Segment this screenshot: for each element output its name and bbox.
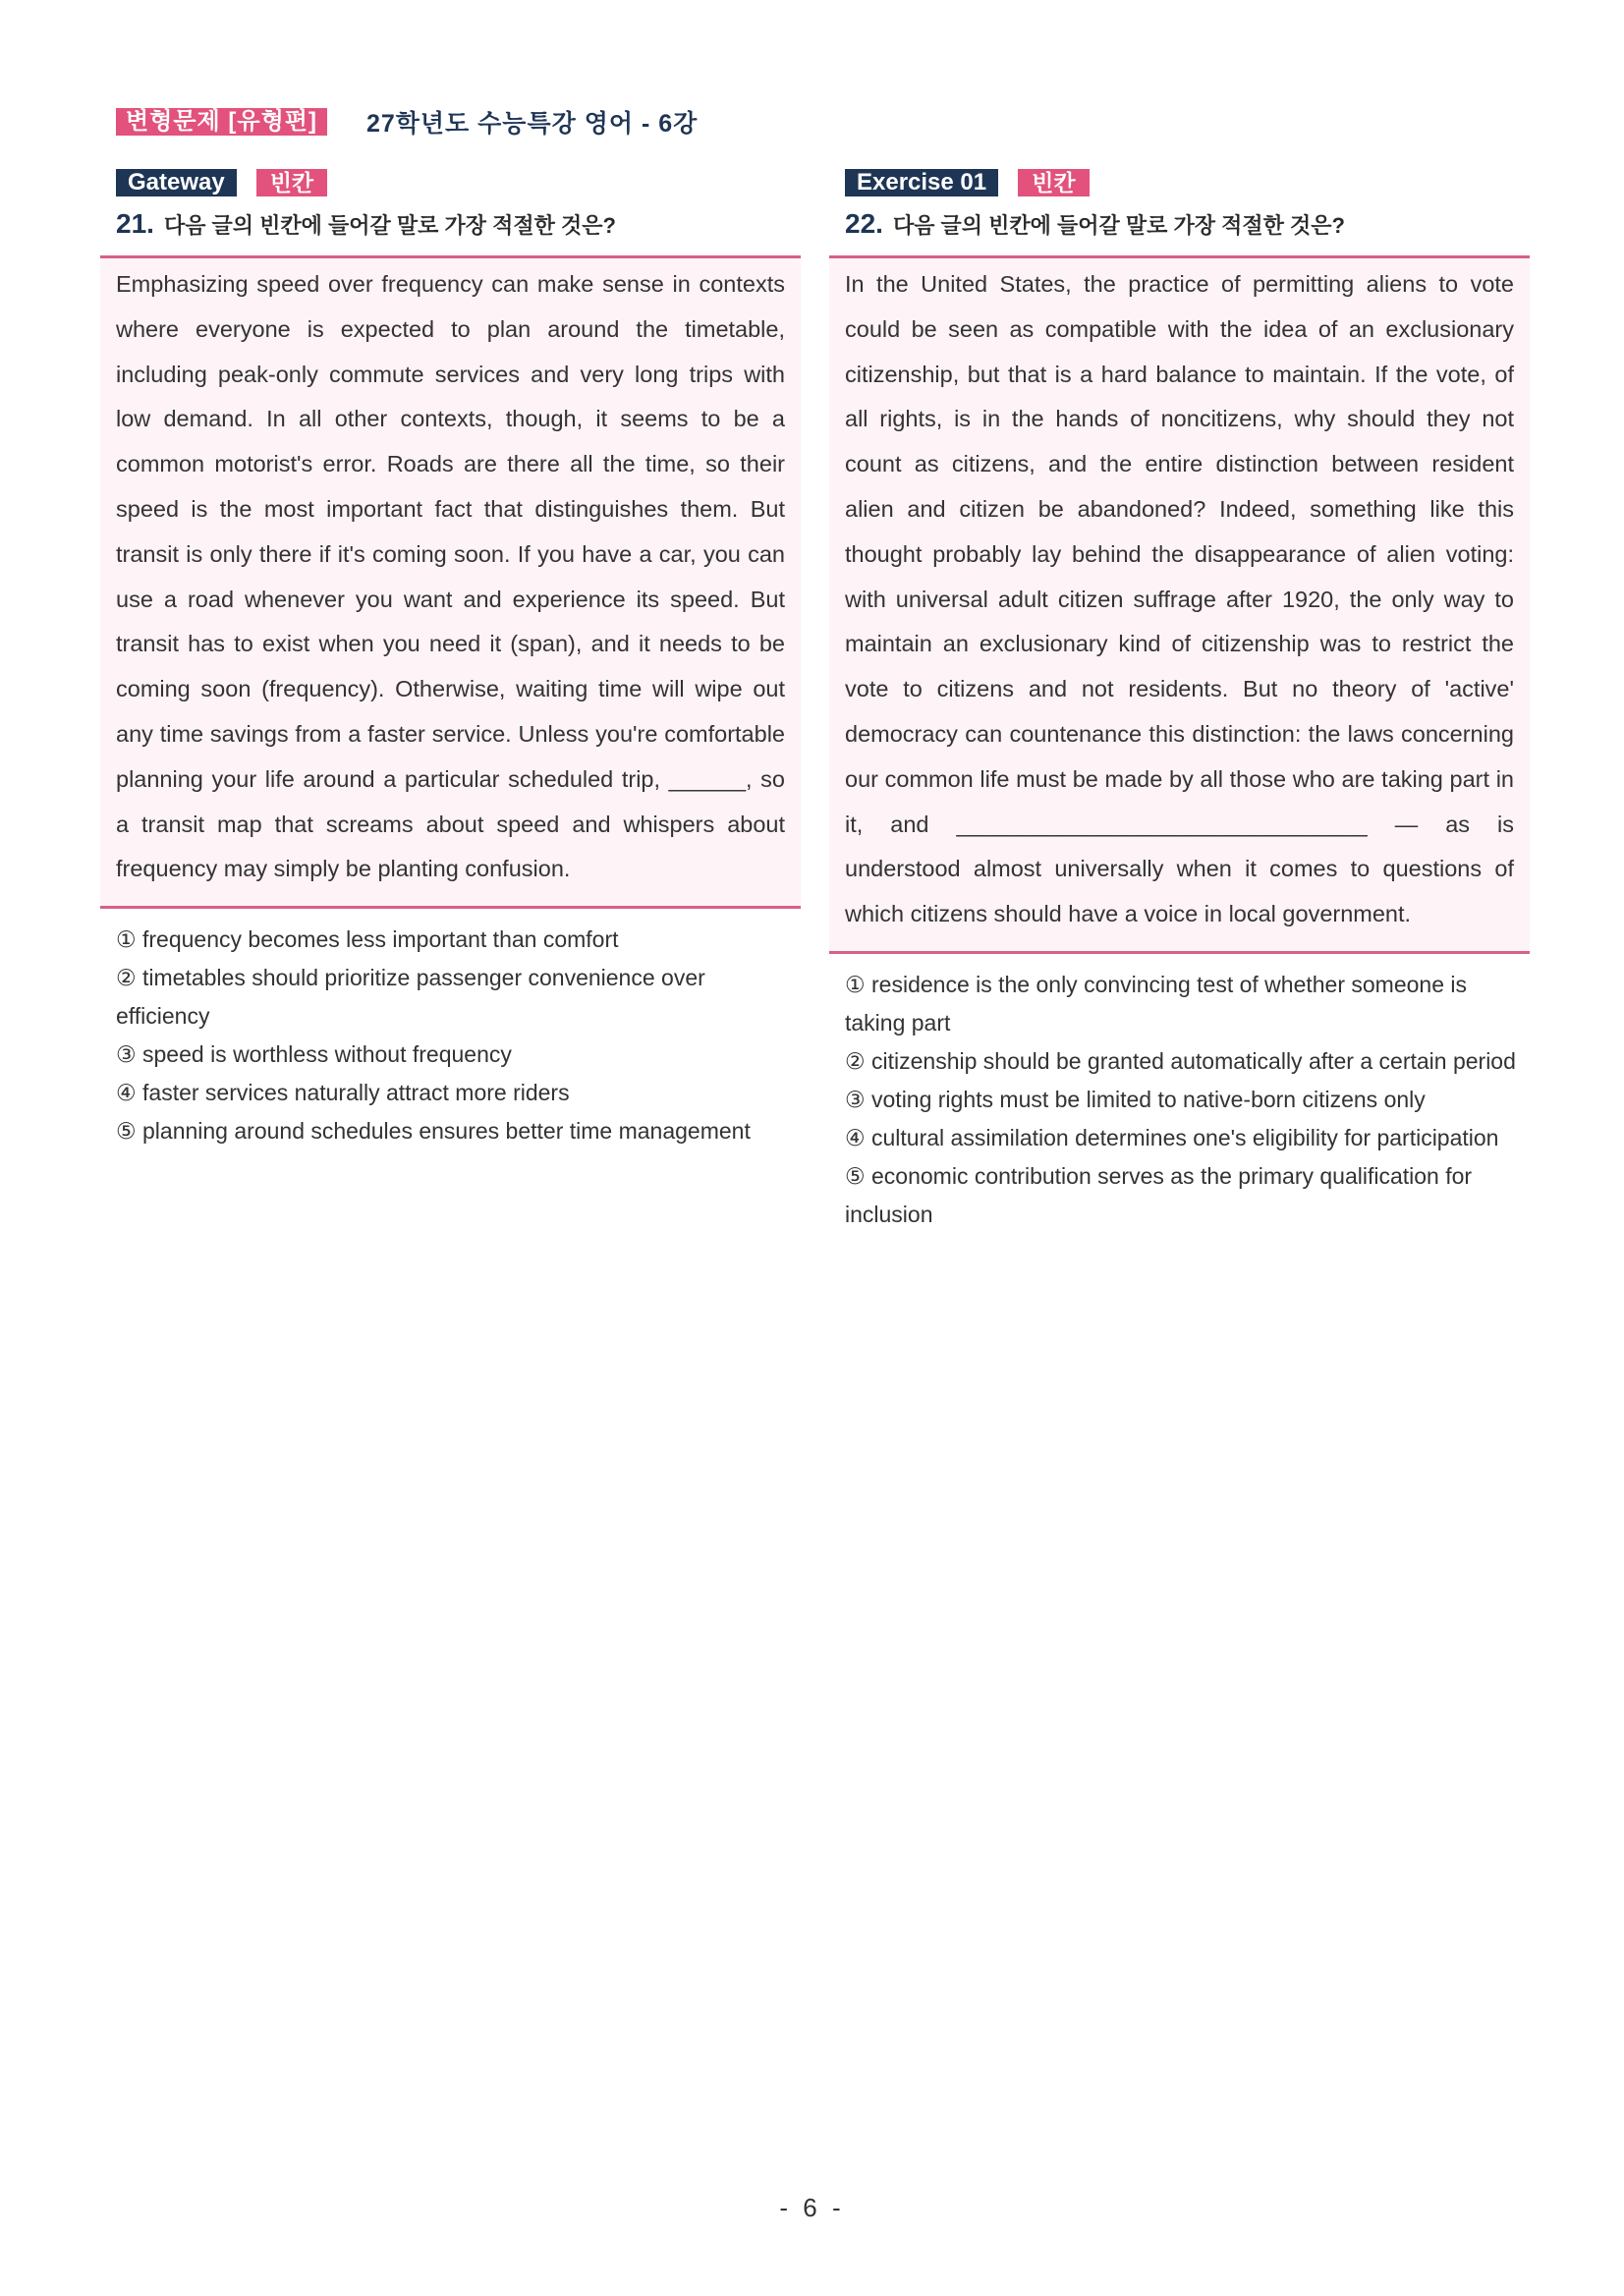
page-header — [116, 104, 698, 140]
question-number: 22. — [845, 208, 883, 239]
question-21-badges — [116, 169, 801, 196]
question-text: 다음 글의 빈칸에 들어갈 말로 가장 적절한 것은? — [163, 213, 616, 238]
section-badge: Gateway — [116, 169, 237, 196]
passage-box — [829, 255, 1530, 954]
answer-option[interactable]: ② citizenship should be granted automatically after a certain period — [845, 1047, 1516, 1074]
worksheet-type-tag: 변형문제 [유형편] — [116, 108, 327, 136]
answer-options — [116, 921, 801, 1150]
answer-option[interactable]: ④ faster services naturally attract more riders — [116, 1080, 570, 1106]
question-text: 다음 글의 빈칸에 들어갈 말로 가장 적절한 것은? — [892, 213, 1345, 238]
answer-option[interactable]: ① residence is the only convincing test of whether someone is taking part — [845, 971, 1468, 1036]
passage-box — [100, 255, 801, 909]
worksheet-title: 27학년도 수능특강 영어 - 6강 — [365, 110, 699, 138]
answer-option[interactable]: ③ speed is worthless without frequency — [116, 1041, 512, 1068]
answer-option[interactable]: ② timetables should prioritize passenger convenience over efficiency — [116, 965, 705, 1030]
passage-text: In the United States, the practice of permitting aliens to vote could be seen as compatible with the idea of an exclusionary citizenship, but that is a hard balance to maintain. If the vote, of all rights, is in the hands of noncitizens, why should they not count as citizens, and the entire distinction between resident alien and citizen be abandoned? Indeed, something like this thought probably lay behind the disappearance of alien voting: with universal adult citizen suffrage after 1920, the only way to maintain an exclusionary kind of citizenship was to restrict the vote to citizens and not residents. But no theory of 'active' democracy can countenance this distinction: the laws concerning our common life must be made by all those who are taking part in it, and ________________________________ — as is understood almost universally when it comes to questions of which citizens should have a voice in local government. — [845, 271, 1514, 927]
section-badge: Exercise 01 — [845, 169, 998, 196]
question-22-badges — [845, 169, 1530, 196]
type-badge: 빈칸 — [256, 169, 327, 196]
question-22-column — [845, 169, 1530, 1234]
question-number: 21. — [116, 208, 154, 239]
answer-option[interactable]: ⑤ planning around schedules ensures better time management — [116, 1118, 751, 1145]
question-21-column — [116, 169, 801, 1150]
answer-option[interactable]: ① frequency becomes less important than comfort — [116, 926, 619, 953]
answer-option[interactable]: ⑤ economic contribution serves as the primary qualification for inclusion — [845, 1162, 1473, 1227]
type-badge: 빈칸 — [1018, 169, 1089, 196]
question-prompt — [116, 208, 801, 242]
answer-option[interactable]: ④ cultural assimilation determines one's eligibility for participation — [845, 1124, 1499, 1150]
question-prompt — [845, 208, 1530, 242]
passage-text: Emphasizing speed over frequency can make sense in contexts where everyone is expected to plan around the timetable, including peak-only commute services and very long trips with low demand. In all other contexts, though, it seems to be a common motorist's error. Roads are there all the time, so their speed is the most important fact that distinguishes them. But transit is only there if it's coming soon. If you have a car, you can use a road whenever you want and experience its speed. But transit has to exist when you need it (span), and it needs to be coming soon (frequency). Otherwise, waiting time will wipe out any time savings from a faster service. Unless you're comfortable planning your life around a particular scheduled trip, ______, so a transit map that screams about speed and whispers about frequency may simply be planting confusion. — [116, 271, 785, 882]
answer-options — [845, 966, 1530, 1234]
answer-option[interactable]: ③ voting rights must be limited to native-born citizens only — [845, 1086, 1426, 1112]
page-number: - 6 - — [779, 2193, 845, 2222]
